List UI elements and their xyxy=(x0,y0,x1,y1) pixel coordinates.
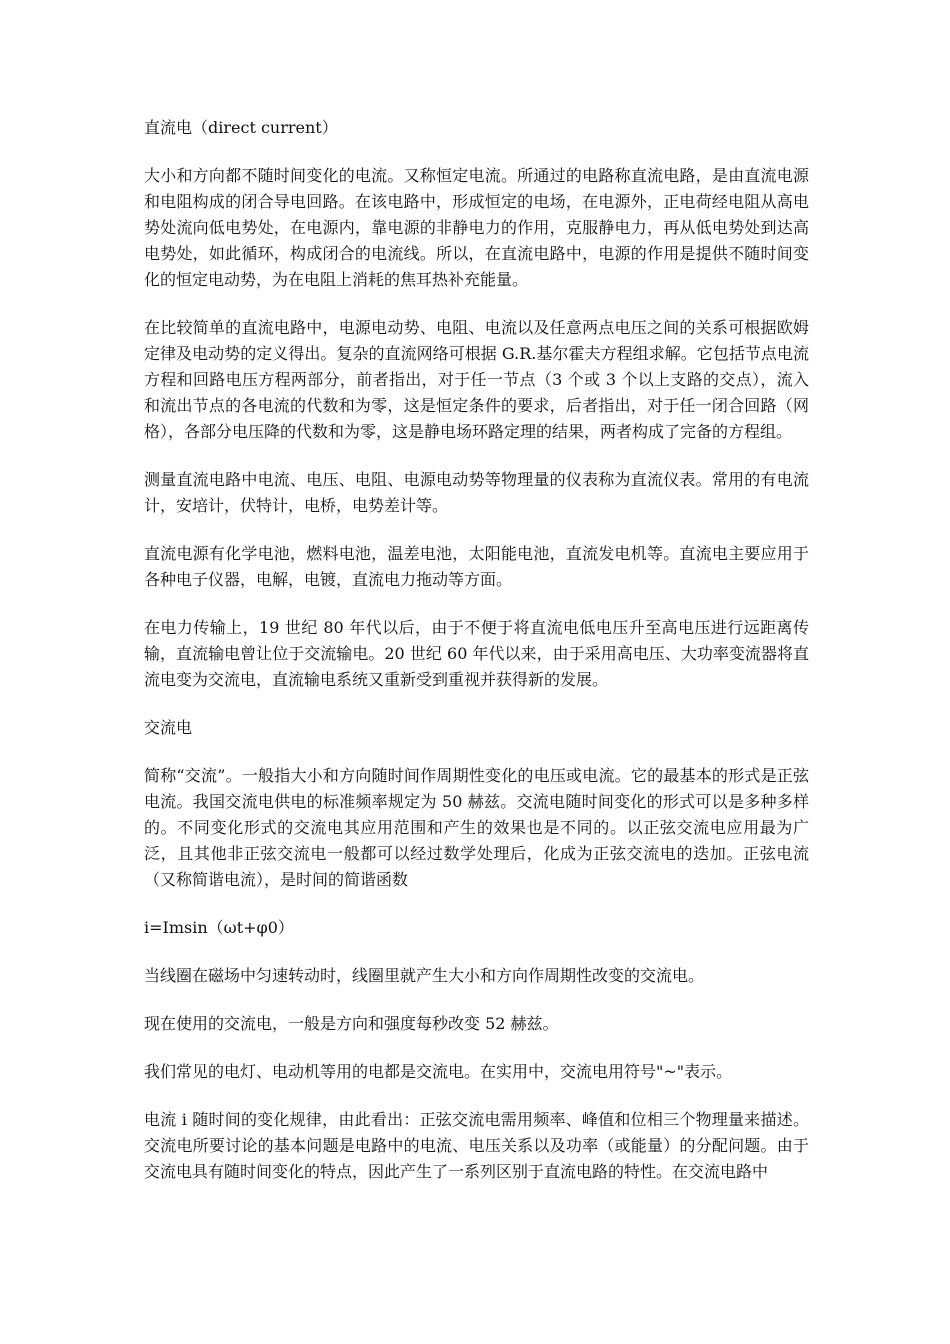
ac-definition-paragraph: 简称“交流”。一般指大小和方向随时间作周期性变化的电压或电流。它的最基本的形式是正弦电流。我国交流电供电的标准频率规定为 50 赫兹。交流电随时间变化的形式可以是多种多样的。不同变化形式的交流电其应用范围和产生的效果也是不同的。以正弦交流电应用最为广泛，且其他非正弦交流电一般都可以经过数学处理后，化成为正弦交流电的迭加。正弦电流（又称简谐电流），是时间的简谐函数 xyxy=(144,766,809,889)
ac-frequency-paragraph: 现在使用的交流电，一般是方向和强度每秒改变 52 赫兹。 xyxy=(144,1014,559,1033)
dc-definition-paragraph: 大小和方向都不随时间变化的电流。又称恒定电流。所通过的电路称直流电路，是由直流电源和电阻构成的闭合导电回路。在该电路中，形成恒定的电场，在电源外，正电荷经电阻从高电势处流向低电势处，在电源内，靠电源的非静电力的作用，克服静电力，再从低电势处到达高电势处，如此循环，构成闭合的电流线。所以，在直流电路中，电源的作用是提供不随时间变化的恒定电动势，为在电阻上消耗的焦耳热补充能量。 xyxy=(144,166,809,289)
ac-coil-paragraph: 当线圈在磁场中匀速转动时，线圈里就产生大小和方向作周期性改变的交流电。 xyxy=(144,966,705,985)
dc-transmission-paragraph: 在电力传输上，19 世纪 80 年代以后，由于不便于将直流电低电压升至高电压进行远距离传输，直流输电曾让位于交流输电。20 世纪 60 年代以来，由于采用高电压、大功率变流器将直流电变为交流电，直流输电系统又重新受到重视并获得新的发展。 xyxy=(144,618,809,689)
ac-symbol-paragraph: 我们常见的电灯、电动机等用的电都是交流电。在实用中，交流电用符号"~"表示。 xyxy=(144,1062,733,1081)
ac-formula: i=Imsin（ωt+φ0） xyxy=(144,918,294,937)
dc-sources-paragraph: 直流电源有化学电池，燃料电池，温差电池，太阳能电池，直流发电机等。直流电主要应用于各种电子仪器，电解，电镀，直流电力拖动等方面。 xyxy=(144,544,809,589)
ac-properties-paragraph: 电流 i 随时间的变化规律，由此看出：正弦交流电需用频率、峰值和位相三个物理量来描述。交流电所要讨论的基本问题是电路中的电流、电压关系以及功率（或能量）的分配问题。由于交流电具有随时间变化的特点，因此产生了一系列区别于直流电路的特性。在交流电路中 xyxy=(144,1110,809,1181)
dc-kirchhoff-paragraph: 在比较简单的直流电路中，电源电动势、电阻、电流以及任意两点电压之间的关系可根据欧姆定律及电动势的定义得出。复杂的直流网络可根据 G.R.基尔霍夫方程组求解。它包括节点电流方程和回路电压方程两部分，前者指出，对于任一节点（3 个或 3 个以上支路的交点），流入和流出节点的各电流的代数和为零，这是恒定条件的要求，后者指出，对于任一闭合回路（网格），各部分电压降的代数和为零，这是静电场环路定理的结果，两者构成了完备的方程组。 xyxy=(144,318,809,441)
ac-section-title: 交流电 xyxy=(144,718,193,737)
dc-section-title: 直流电（direct current） xyxy=(144,118,338,137)
document-body xyxy=(144,115,809,1207)
dc-instruments-paragraph: 测量直流电路中电流、电压、电阻、电源电动势等物理量的仪表称为直流仪表。常用的有电流计，安培计，伏特计，电桥，电势差计等。 xyxy=(144,470,809,515)
